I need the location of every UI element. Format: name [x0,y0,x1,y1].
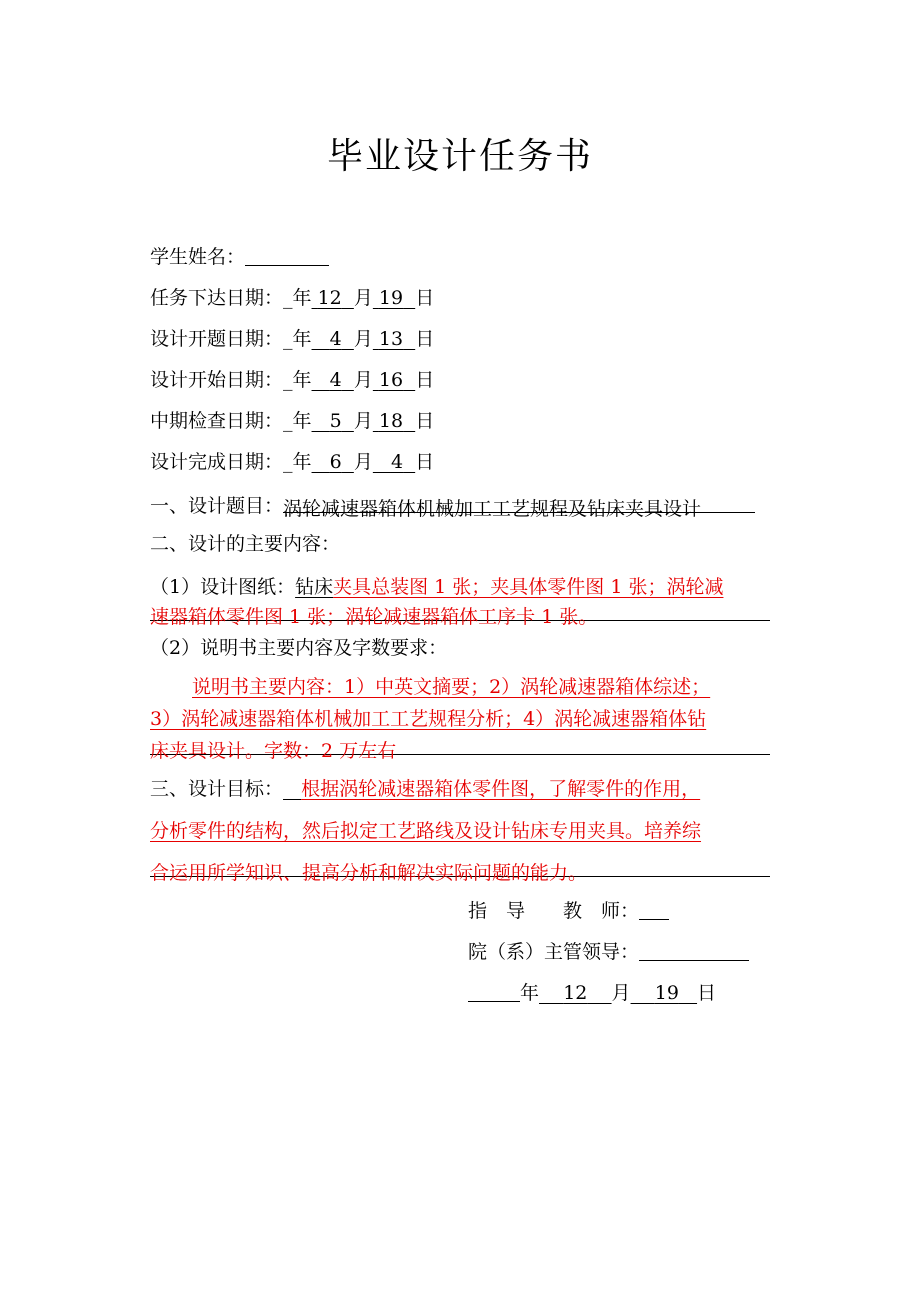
sign-date-row: 年 12 月 19 日 [468,978,716,1005]
sign-month: 12 [563,982,588,1004]
goal-line1: 根据涡轮减速器箱体零件图，了解零件的作用， [301,778,701,800]
date-year: _年 [283,328,312,350]
date-day: 18 [378,410,404,432]
date-label: 设计开始日期： [150,369,284,391]
teacher-label: 指 导 教 师： [468,900,640,922]
date-row-completion: 设计完成日期：_年 6 月 4 日 [150,451,435,473]
date-year: _年 [283,451,312,473]
drawings-section [150,572,770,626]
drawings-line2: 速器箱体零件图 1 张；涡轮减速器箱体工序卡 1 张。 [150,606,598,628]
date-month: 6 [329,451,342,473]
goal-label: 三、设计目标： [150,778,284,800]
leader-label: 院（系）主管领导： [468,941,640,963]
student-name-row [150,245,329,269]
manual-section [150,672,770,760]
drawings-label: （1）设计图纸： [150,576,296,598]
manual-line3: 床夹具设计。字数：2 万左右 [150,740,397,762]
date-day: 13 [378,328,404,350]
teacher-field[interactable] [639,901,669,920]
date-row-start: 设计开始日期：_年 4 月 16 日 [150,369,435,391]
manual-heading: （2）说明书主要内容及字数要求： [150,637,448,659]
date-month: 4 [329,369,342,391]
goal-section [150,774,770,882]
student-name-label: 学生姓名： [150,246,246,268]
manual-line2: 3）涡轮减速器箱体机械加工工艺规程分析；4）涡轮减速器箱体钻 [150,708,707,730]
drawings-line2-field [150,602,770,628]
date-year: _年 [283,369,312,391]
date-year: _年 [283,287,312,309]
student-name-field[interactable] [245,247,329,266]
topic-value: 涡轮减速器箱体机械加工工艺规程及钻床夹具设计 [283,498,702,520]
date-label: 设计开题日期： [150,328,284,350]
page-title: 毕业设计任务书 [326,136,593,177]
date-month: 4 [329,328,342,350]
main-content-heading: 二、设计的主要内容： [150,533,341,555]
date-day: 16 [378,369,404,391]
drawings-line1: 夹具总装图 1 张；夹具体零件图 1 张；涡轮减 [333,576,724,598]
leader-field[interactable] [639,942,749,961]
leader-row [468,937,749,964]
goal-line2: 分析零件的结构，然后拟定工艺路线及设计钻床专用夹具。培养综 [150,820,702,842]
sign-year-field[interactable] [468,983,520,1002]
date-label: 中期检查日期： [150,410,284,432]
topic-value-field [283,494,755,520]
goal-line3-field [150,858,770,884]
date-day: 19 [378,287,404,309]
date-row-midterm: 中期检查日期：_年 5 月 18 日 [150,410,435,432]
date-day: 4 [390,451,404,473]
goal-line3: 合运用所学知识、提高分析和解决实际问题的能力。 [150,862,588,884]
manual-line1: 说明书主要内容：1）中英文摘要；2）涡轮减速器箱体综述； [192,676,711,698]
date-month: 12 [317,287,342,309]
manual-line3-field [150,736,770,762]
date-month: 5 [329,410,342,432]
date-row-task-issued: 任务下达日期：_年 12 月 19 日 [150,287,435,309]
date-label: 任务下达日期： [150,287,284,309]
teacher-row [468,896,669,923]
drawings-black-text: 钻床 [295,576,334,598]
topic-label: 一、设计题目： [150,495,284,517]
date-label: 设计完成日期： [150,451,284,473]
sign-day: 19 [654,982,679,1004]
date-row-proposal: 设计开题日期：_年 4 月 13 日 [150,328,435,350]
date-year: _年 [283,410,312,432]
topic-row [150,491,770,520]
